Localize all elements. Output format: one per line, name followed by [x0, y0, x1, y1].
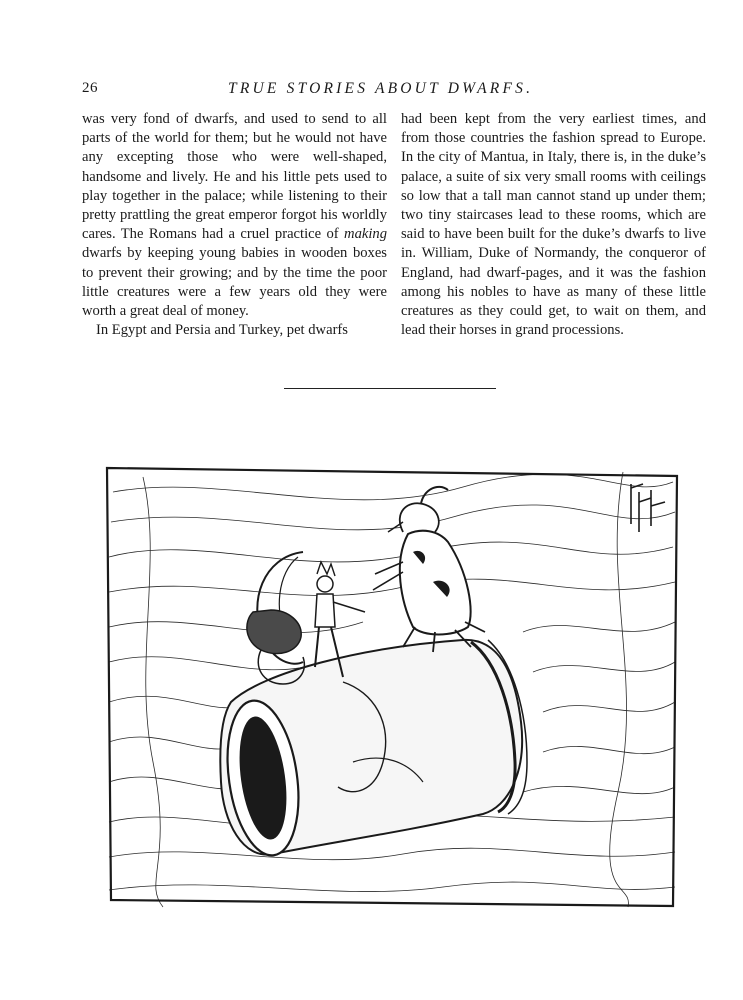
right-text-column [401, 110, 706, 340]
illustration [103, 462, 681, 912]
running-title: TRUE STORIES ABOUT DWARFS. [228, 80, 534, 97]
running-head [0, 80, 743, 104]
artist-monogram [631, 484, 665, 532]
left-paragraph-1-text-b: dwarfs by keeping young babies in wooden boxes to prevent their growing; and by the time the poor little creatures were a few years old they were worth a great deal of money. [82, 245, 387, 320]
left-paragraph-2: In Egypt and Persia and Turkey, pet dwarfs [96, 322, 348, 339]
left-text-column [82, 110, 387, 340]
squirrel-drawing [247, 552, 304, 684]
emphasized-word: making [344, 226, 387, 243]
page-number: 26 [82, 80, 98, 96]
tankard-drawing [218, 640, 527, 860]
left-paragraph-1-text-a: was very fond of dwarfs, and used to send to all parts of the world for them; but he would not have any excepting those who were well-shaped, handsome and lively. He and his little pets used to play together in the palace; while listening to their pretty prattling the great emperor forgot his worldly cares. The Romans had a cruel practice of [82, 111, 387, 243]
illustration-drawing [103, 462, 681, 912]
right-paragraph-1: had been kept from the very earliest times, and from those countries the fashion spread to Europe. In the city of Mantua, in Italy, there is, in the duke’s palace, a suite of six very small rooms with ceilings so low that a tall man cannot stand up under them; two tiny staircases lead to these rooms, which are said to have been built for the duke’s dwarfs to live in. William, Duke of Normandy, the conqueror of England, had dwarf-pages, and it was the fashion among his nobles to have as many of these little creatures as they could get, to wait on them, and lead their horses in grand processions. [401, 111, 706, 339]
section-divider-rule [284, 388, 496, 389]
left-paragraph-1 [82, 110, 387, 321]
goat-drawing [373, 487, 485, 652]
